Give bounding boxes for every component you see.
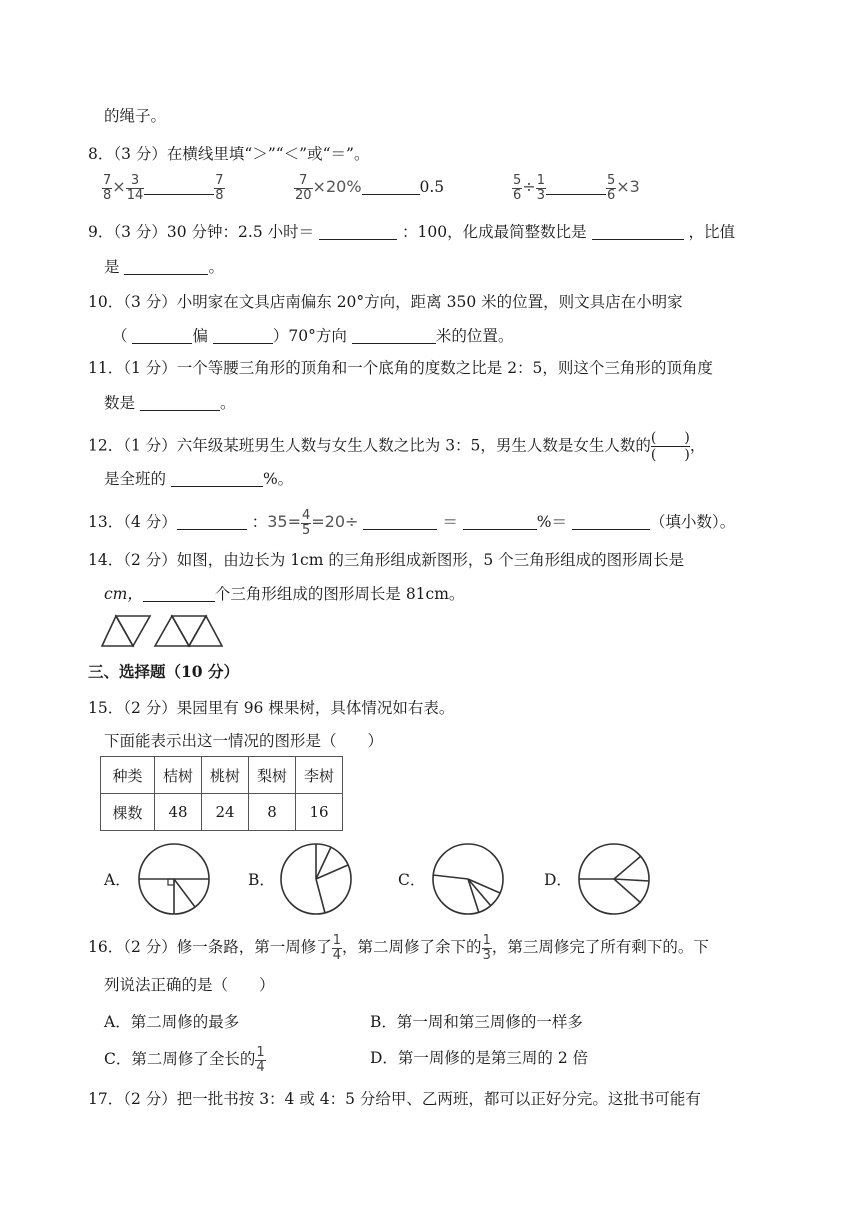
- tree-table: [100, 756, 343, 831]
- answer-blank[interactable]: [140, 394, 220, 411]
- fraction: $\frac{7}{20}$: [295, 172, 312, 203]
- q12-line1: 12．（1 分）六年级某班男生人数与女生人数之比为 3：5，男生人数是女生人数的 ( ) ( ) ，: [88, 430, 706, 463]
- q11-line2: 数是 。: [104, 394, 236, 412]
- table-cell: 8: [249, 794, 296, 831]
- table-cell: 16: [296, 794, 343, 831]
- q11-line1: 11．（1 分）一个等腰三角形的顶角和一个底角的度数之比是 2：5，则这个三角形的顶角度: [88, 359, 713, 377]
- q10-line1: 10．（3 分）小明家在文具店南偏东 20°方向，距离 350 米的位置，则文具店在小明家: [88, 293, 683, 311]
- q17-line1: 17．（2 分）把一批书按 3：4 或 4：5 分给甲、乙两班，都可以正好分完。这批书可能有: [88, 1090, 701, 1108]
- q14-line2: cm， 个三角形组成的图形周长是 81cm。: [104, 585, 465, 603]
- answer-blank[interactable]: [363, 513, 437, 530]
- answer-blank[interactable]: [546, 178, 606, 195]
- q10-line2: （ 偏 ）70°方向 米的位置。: [112, 327, 514, 345]
- triangle-shape: [116, 616, 150, 646]
- triangle-shape: [189, 616, 222, 646]
- answer-blank[interactable]: [572, 513, 650, 530]
- fraction: $\frac{5}{6}$: [513, 172, 522, 203]
- fraction: $\frac{7}{8}$: [215, 172, 224, 203]
- q9-line1: 9．（3 分）30 分钟：2.5 小时＝ ：100，化成最简整数比是 ，比值: [88, 223, 735, 241]
- table-header: 桔树: [155, 757, 202, 794]
- answer-blank[interactable]: [463, 513, 537, 530]
- q7-continuation: 的绳子。: [104, 107, 167, 125]
- triangle-shape: [102, 616, 133, 646]
- answer-blank[interactable]: [362, 178, 420, 195]
- option-c-pie[interactable]: [428, 840, 508, 918]
- triangle-shape: [172, 616, 206, 646]
- table-row: [101, 757, 343, 794]
- q16-option-c[interactable]: C．第二周修了全长的 $\frac{1}{4}$: [104, 1044, 265, 1075]
- q8-compare-2: $\frac{7}{20}$ ×20% 0.5: [295, 172, 445, 203]
- q14-line1: 14．（2 分）如图，由边长为 1cm 的三角形组成新图形，5 个三角形组成的图形周长是: [88, 551, 685, 569]
- fraction: $\frac{7}{8}$: [103, 172, 112, 203]
- answer-blank[interactable]: [144, 178, 214, 195]
- triangle-figures: [100, 614, 224, 648]
- q16-line1: 16．（2 分）修一条路，第一周修了 $\frac{1}{4}$ ，第二周修了余下的 $\frac{1}{3}$ ，第三周修完了所有剩下的。下: [88, 932, 709, 963]
- option-a-label[interactable]: A．: [104, 871, 131, 889]
- fraction: $\frac{1}{3}$: [536, 172, 545, 203]
- fraction: $\frac{1}{4}$: [332, 932, 342, 963]
- q9-line2: 是 。: [104, 258, 224, 276]
- q8-compare-3: $\frac{5}{6}$ ÷ $\frac{1}{3}$ $\frac{5}{6}$ ×3: [513, 172, 640, 203]
- q8-compare-1: $\frac{7}{8}$ × $\frac{3}{14}$ $\frac{7}{8}$: [103, 172, 224, 203]
- answer-blank[interactable]: [124, 258, 208, 275]
- answer-blank[interactable]: [177, 513, 247, 530]
- table-cell: 24: [202, 794, 249, 831]
- option-b-pie[interactable]: [278, 840, 356, 918]
- option-b-label[interactable]: B．: [248, 871, 275, 889]
- q13-line: 13．（4 分） ：35= $\frac{4}{5}$ =20÷ ＝ %＝ （填小数）。: [88, 507, 736, 538]
- answer-blank[interactable]: [592, 223, 684, 240]
- table-header: 桃树: [202, 757, 249, 794]
- fraction: $\frac{5}{6}$: [606, 172, 616, 203]
- q15-line1: 15．（2 分）果园里有 96 棵果树，具体情况如右表。: [88, 699, 455, 717]
- table-header: 种类: [101, 757, 155, 794]
- q16-option-a[interactable]: A．第二周修的最多: [104, 1013, 240, 1031]
- section-heading: 三、选择题（10 分）: [88, 662, 239, 681]
- fraction: $\frac{3}{14}$: [126, 172, 144, 203]
- q8-prompt: 8．（3 分）在横线里填“＞”“＜”或“＝”。: [88, 145, 370, 163]
- table-header: 梨树: [249, 757, 296, 794]
- answer-blank[interactable]: [132, 327, 192, 344]
- option-d-label[interactable]: D．: [544, 871, 572, 889]
- table-header: 李树: [296, 757, 343, 794]
- fraction: $\frac{4}{5}$: [301, 507, 311, 538]
- answer-blank[interactable]: [319, 223, 397, 240]
- fraction-blank[interactable]: ( ) ( ): [650, 430, 690, 463]
- answer-blank[interactable]: [171, 470, 263, 487]
- q16-line2: 列说法正确的是（ ）: [104, 976, 275, 994]
- fraction: $\frac{1}{3}$: [482, 932, 491, 963]
- option-a-pie[interactable]: [134, 842, 214, 918]
- table-cell: 棵数: [101, 794, 155, 831]
- table-cell: 48: [155, 794, 202, 831]
- q16-option-d[interactable]: D．第一周修的是第三周的 2 倍: [370, 1049, 589, 1067]
- fraction: $\frac{1}{4}$: [256, 1044, 265, 1075]
- option-d-pie[interactable]: [574, 840, 654, 918]
- answer-blank[interactable]: [352, 327, 436, 344]
- answer-blank[interactable]: [213, 327, 273, 344]
- q12-line2: 是全班的 %。: [104, 470, 294, 488]
- answer-blank[interactable]: [143, 585, 215, 602]
- triangle-shape: [155, 616, 189, 646]
- q15-line2: 下面能表示出这一情况的图形是（ ）: [104, 732, 384, 750]
- q16-option-b[interactable]: B．第一周和第三周修的一样多: [370, 1013, 583, 1031]
- table-row: [101, 794, 343, 831]
- option-c-label[interactable]: C．: [398, 871, 426, 889]
